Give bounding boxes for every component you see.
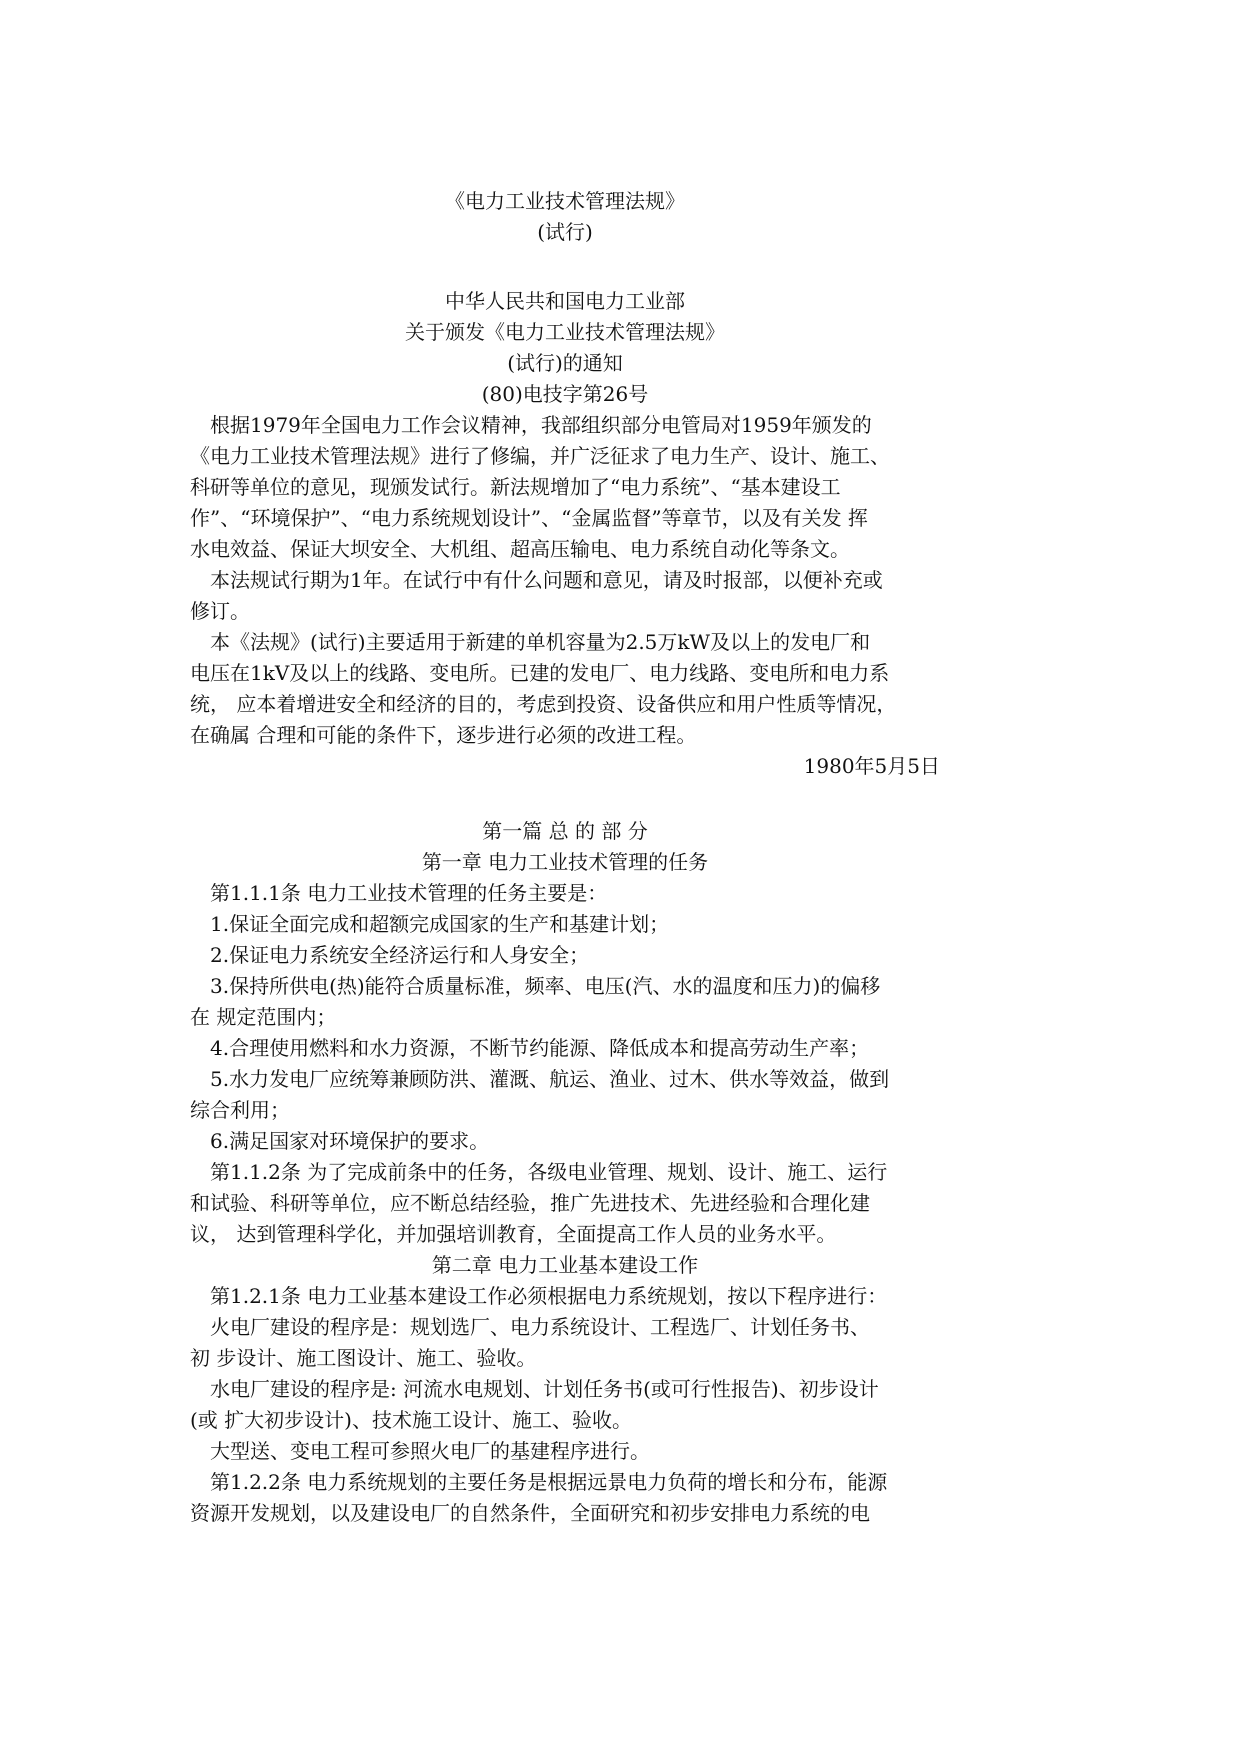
paragraph-line: 《电力工业技术管理法规》进行了修编，并广泛征求了电力生产、设计、施工、 (190, 444, 890, 468)
list-item: 综合利用； (190, 1098, 290, 1122)
chapter-heading: 第一章 电力工业技术管理的任务 (421, 850, 709, 874)
paragraph-line: 大型送、变电工程可参照火电厂的基建程序进行。 (210, 1439, 650, 1463)
notice-number: (80)电技字第26号 (481, 382, 649, 406)
part-heading: 第一篇 总 的 部 分 (482, 819, 648, 843)
paragraph-line: (或 扩大初步设计)、技术施工设计、施工、验收。 (190, 1408, 632, 1432)
paragraph-line: 作”、“环境保护”、“电力系统规划设计”、“金属监督”等章节，以及有关发 挥 (190, 506, 868, 530)
notice-date: 1980年5月5日 (803, 754, 940, 778)
article-line: 第1.1.1条 电力工业技术管理的任务主要是： (210, 881, 608, 905)
article-line: 第1.1.2条 为了完成前条中的任务，各级电业管理、规划、设计、施工、运行 (210, 1160, 888, 1184)
article-line: 第1.2.2条 电力系统规划的主要任务是根据远景电力负荷的增长和分布，能源 (210, 1470, 888, 1494)
list-item: 在 规定范围内； (190, 1005, 337, 1029)
paragraph-line: 修订。 (190, 599, 250, 623)
paragraph-line: 本法规试行期为1年。在试行中有什么问题和意见，请及时报部，以便补充或 (210, 568, 883, 592)
document-body (190, 186, 940, 1529)
paragraph-line: 统， 应本着增进安全和经济的目的，考虑到投资、设备供应和用户性质等情况， (190, 692, 897, 716)
article-line: 和试验、科研等单位，应不断总结经验，推广先进技术、先进经验和合理化建 (190, 1191, 870, 1215)
paragraph-line: 根据1979年全国电力工作会议精神，我部组织部分电管局对1959年颁发的 (210, 413, 872, 437)
article-line: 议， 达到管理科学化，并加强培训教育，全面提高工作人员的业务水平。 (190, 1222, 837, 1246)
paragraph-line: 电压在1kV及以上的线路、变电所。已建的发电厂、电力线路、变电所和电力系 (190, 661, 890, 685)
notice-org: 中华人民共和国电力工业部 (445, 289, 685, 313)
list-item: 1.保证全面完成和超额完成国家的生产和基建计划； (210, 912, 670, 936)
paragraph-line: 在确属 合理和可能的条件下，逐步进行必须的改进工程。 (190, 723, 697, 747)
article-line: 资源开发规划，以及建设电厂的自然条件，全面研究和初步安排电力系统的电 (190, 1501, 870, 1525)
list-item: 4.合理使用燃料和水力资源，不断节约能源、降低成本和提高劳动生产率； (210, 1036, 870, 1060)
article-line: 第1.2.1条 电力工业基本建设工作必须根据电力系统规划，按以下程序进行： (210, 1284, 888, 1308)
list-item: 3.保持所供电(热)能符合质量标准，频率、电压(汽、水的温度和压力)的偏移 (210, 974, 881, 998)
paragraph-line: 科研等单位的意见，现颁发试行。新法规增加了“电力系统”、“基本建设工 (190, 475, 841, 499)
list-item: 2.保证电力系统安全经济运行和人身安全； (210, 943, 590, 967)
document-subtitle: (试行) (537, 220, 593, 244)
notice-title-line2: (试行)的通知 (507, 351, 623, 375)
chapter-heading: 第二章 电力工业基本建设工作 (431, 1253, 699, 1277)
list-item: 5.水力发电厂应统筹兼顾防洪、灌溉、航运、渔业、过木、供水等效益，做到 (210, 1067, 890, 1091)
document-title: 《电力工业技术管理法规》 (445, 189, 685, 213)
paragraph-line: 水电效益、保证大坝安全、大机组、超高压输电、电力系统自动化等条文。 (190, 537, 850, 561)
notice-title-line1: 关于颁发《电力工业技术管理法规》 (405, 320, 725, 344)
paragraph-line: 水电厂建设的程序是: 河流水电规划、计划任务书(或可行性报告)、初步设计 (210, 1377, 879, 1401)
paragraph-line: 火电厂建设的程序是：规划选厂、电力系统设计、工程选厂、计划任务书、 (210, 1315, 870, 1339)
paragraph-line: 本《法规》(试行)主要适用于新建的单机容量为2.5万kW及以上的发电厂和 (210, 630, 871, 654)
paragraph-line: 初 步设计、施工图设计、施工、验收。 (190, 1346, 537, 1370)
list-item: 6.满足国家对环境保护的要求。 (210, 1129, 490, 1153)
